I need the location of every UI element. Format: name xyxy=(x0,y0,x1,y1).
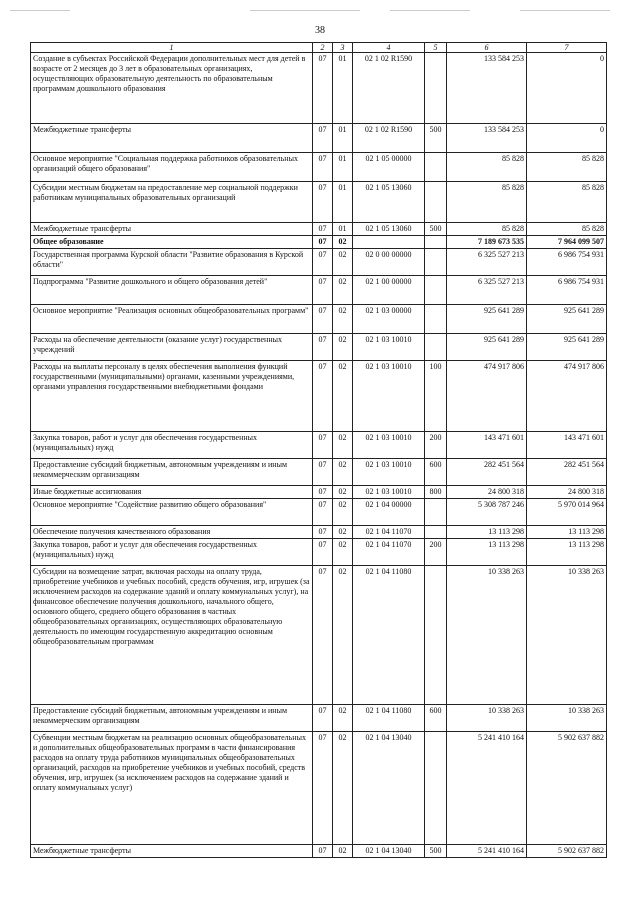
target-article-cell: 02 1 03 00000 xyxy=(353,305,425,334)
amount-year1-cell: 10 338 263 xyxy=(447,566,527,705)
table-row xyxy=(31,182,607,223)
target-article-cell: 02 1 02 R1590 xyxy=(353,53,425,124)
subsection-code-cell: 02 xyxy=(333,236,353,249)
expense-type-cell xyxy=(425,732,447,845)
section-code-cell: 07 xyxy=(313,705,333,732)
section-code-cell: 07 xyxy=(313,526,333,539)
expense-type-cell xyxy=(425,153,447,182)
table-row xyxy=(31,53,607,124)
target-article-cell: 02 1 04 13040 xyxy=(353,732,425,845)
amount-year2-cell: 5 970 014 964 xyxy=(527,499,607,526)
section-code-cell: 07 xyxy=(313,486,333,499)
section-code-cell: 07 xyxy=(313,153,333,182)
subsection-code-cell: 02 xyxy=(333,361,353,432)
table-row xyxy=(31,539,607,566)
item-name-cell: Предоставление субсидий бюджетным, автономным учреждениям и иным некоммерческим организациям xyxy=(31,705,313,732)
item-name-cell: Основное мероприятие "Реализация основных общеобразовательных программ" xyxy=(31,305,313,334)
table-row xyxy=(31,334,607,361)
section-code-cell: 07 xyxy=(313,845,333,858)
amount-year1-cell: 925 641 289 xyxy=(447,305,527,334)
expense-type-cell: 800 xyxy=(425,486,447,499)
amount-year1-cell: 474 917 806 xyxy=(447,361,527,432)
expense-type-cell: 100 xyxy=(425,361,447,432)
section-code-cell: 07 xyxy=(313,53,333,124)
subsection-code-cell: 02 xyxy=(333,459,353,486)
expense-type-cell: 500 xyxy=(425,845,447,858)
item-name-cell: Субвенции местным бюджетам на реализацию основных общеобразовательных и дополнительных общеобразовательных программ в части финансирования расходов на оплату труда работников муниципальных общеобразовательных организаций, расходов на приобретение учебников и учебных пособий, средств обучения, игр, игрушек (за исключением расходов на содержание зданий и оплату коммунальных услуг) xyxy=(31,732,313,845)
section-code-cell: 07 xyxy=(313,124,333,153)
table-row xyxy=(31,732,607,845)
budget-table xyxy=(30,42,607,858)
expense-type-cell xyxy=(425,566,447,705)
header-col-5: 5 xyxy=(425,43,447,53)
amount-year2-cell: 85 828 xyxy=(527,223,607,236)
item-name-cell: Межбюджетные трансферты xyxy=(31,845,313,858)
item-name-cell: Обеспечение получения качественного образования xyxy=(31,526,313,539)
table-row xyxy=(31,705,607,732)
amount-year2-cell: 282 451 564 xyxy=(527,459,607,486)
amount-year2-cell: 24 800 318 xyxy=(527,486,607,499)
target-article-cell: 02 1 03 10010 xyxy=(353,432,425,459)
table-row xyxy=(31,305,607,334)
table-row xyxy=(31,153,607,182)
subsection-code-cell: 02 xyxy=(333,732,353,845)
amount-year2-cell: 13 113 298 xyxy=(527,526,607,539)
item-name-cell: Межбюджетные трансферты xyxy=(31,223,313,236)
target-article-cell: 02 1 04 00000 xyxy=(353,499,425,526)
section-code-cell: 07 xyxy=(313,236,333,249)
item-name-cell: Иные бюджетные ассигнования xyxy=(31,486,313,499)
target-article-cell: 02 1 05 00000 xyxy=(353,153,425,182)
amount-year2-cell: 0 xyxy=(527,53,607,124)
target-article-cell: 02 1 00 00000 xyxy=(353,276,425,305)
expense-type-cell xyxy=(425,305,447,334)
amount-year1-cell: 5 241 410 164 xyxy=(447,845,527,858)
item-name-cell: Субсидии местным бюджетам на предоставление мер социальной поддержки работникам муниципальных образовательных организаций xyxy=(31,182,313,223)
item-name-cell: Субсидии на возмещение затрат, включая расходы на оплату труда, приобретение учебников и учебных пособий, средств обучения, игр, игрушек (за исключением расходов на содержание зданий и оплату коммунальных услуг), на финансовое обеспечение получения дошкольного, начального общего, основного общего, среднего общего образования в частных общеобразовательных организациях, осуществляющих образовательную деятельность по имеющим государственную аккредитацию основным общеобразовательным программам xyxy=(31,566,313,705)
target-article-cell: 02 1 04 11070 xyxy=(353,526,425,539)
amount-year2-cell: 85 828 xyxy=(527,153,607,182)
item-name-cell: Закупка товаров, работ и услуг для обеспечения государственных (муниципальных) нужд xyxy=(31,432,313,459)
amount-year2-cell: 7 964 099 507 xyxy=(527,236,607,249)
section-code-cell: 07 xyxy=(313,276,333,305)
header-col-2: 2 xyxy=(313,43,333,53)
subsection-code-cell: 02 xyxy=(333,526,353,539)
target-article-cell: 02 1 04 11080 xyxy=(353,566,425,705)
expense-type-cell xyxy=(425,499,447,526)
header-col-7: 7 xyxy=(527,43,607,53)
item-name-cell: Закупка товаров, работ и услуг для обеспечения государственных (муниципальных) нужд xyxy=(31,539,313,566)
amount-year2-cell: 85 828 xyxy=(527,182,607,223)
expense-type-cell xyxy=(425,276,447,305)
subsection-code-cell: 01 xyxy=(333,153,353,182)
section-code-cell: 07 xyxy=(313,182,333,223)
item-name-cell: Общее образование xyxy=(31,236,313,249)
expense-type-cell: 200 xyxy=(425,539,447,566)
subsection-code-cell: 01 xyxy=(333,53,353,124)
amount-year2-cell: 925 641 289 xyxy=(527,334,607,361)
subsection-code-cell: 02 xyxy=(333,845,353,858)
target-article-cell: 02 1 03 10010 xyxy=(353,459,425,486)
amount-year1-cell: 143 471 601 xyxy=(447,432,527,459)
section-code-cell: 07 xyxy=(313,499,333,526)
amount-year2-cell: 5 902 637 882 xyxy=(527,732,607,845)
table-row xyxy=(31,845,607,858)
amount-year1-cell: 85 828 xyxy=(447,153,527,182)
amount-year2-cell: 143 471 601 xyxy=(527,432,607,459)
item-name-cell: Основное мероприятие "Содействие развитию общего образования" xyxy=(31,499,313,526)
table-row xyxy=(31,566,607,705)
expense-type-cell: 600 xyxy=(425,705,447,732)
amount-year2-cell: 925 641 289 xyxy=(527,305,607,334)
scan-top-marks xyxy=(0,10,640,18)
amount-year2-cell: 6 986 754 931 xyxy=(527,276,607,305)
section-code-cell: 07 xyxy=(313,539,333,566)
target-article-cell: 02 1 05 13060 xyxy=(353,223,425,236)
subsection-code-cell: 02 xyxy=(333,305,353,334)
amount-year1-cell: 5 241 410 164 xyxy=(447,732,527,845)
amount-year1-cell: 133 584 253 xyxy=(447,124,527,153)
section-code-cell: 07 xyxy=(313,223,333,236)
amount-year1-cell: 6 325 527 213 xyxy=(447,249,527,276)
table-row xyxy=(31,249,607,276)
amount-year2-cell: 5 902 637 882 xyxy=(527,845,607,858)
page-number: 38 xyxy=(315,25,325,36)
expense-type-cell xyxy=(425,526,447,539)
expense-type-cell: 200 xyxy=(425,432,447,459)
amount-year2-cell: 0 xyxy=(527,124,607,153)
expense-type-cell: 500 xyxy=(425,223,447,236)
table-row xyxy=(31,361,607,432)
subsection-code-cell: 01 xyxy=(333,182,353,223)
table-row xyxy=(31,526,607,539)
amount-year1-cell: 7 189 673 535 xyxy=(447,236,527,249)
header-col-6: 6 xyxy=(447,43,527,53)
table-header-row xyxy=(31,43,607,53)
amount-year2-cell: 10 338 263 xyxy=(527,705,607,732)
subsection-code-cell: 01 xyxy=(333,124,353,153)
amount-year2-cell: 6 986 754 931 xyxy=(527,249,607,276)
table-row xyxy=(31,499,607,526)
subsection-code-cell: 02 xyxy=(333,499,353,526)
expense-type-cell xyxy=(425,334,447,361)
section-code-cell: 07 xyxy=(313,432,333,459)
header-col-4: 4 xyxy=(353,43,425,53)
table-row xyxy=(31,276,607,305)
section-code-cell: 07 xyxy=(313,305,333,334)
expense-type-cell xyxy=(425,53,447,124)
item-name-cell: Основное мероприятие "Социальная поддержка работников образовательных организаций общего образования" xyxy=(31,153,313,182)
table-body xyxy=(31,53,607,858)
target-article-cell: 02 1 03 10010 xyxy=(353,334,425,361)
item-name-cell: Государственная программа Курской области "Развитие образования в Курской области" xyxy=(31,249,313,276)
table-row xyxy=(31,223,607,236)
expense-type-cell xyxy=(425,182,447,223)
amount-year2-cell: 474 917 806 xyxy=(527,361,607,432)
target-article-cell xyxy=(353,236,425,249)
amount-year1-cell: 24 800 318 xyxy=(447,486,527,499)
target-article-cell: 02 1 04 13040 xyxy=(353,845,425,858)
section-code-cell: 07 xyxy=(313,566,333,705)
subsection-code-cell: 02 xyxy=(333,539,353,566)
item-name-cell: Расходы на обеспечение деятельности (оказание услуг) государственных учреждений xyxy=(31,334,313,361)
amount-year1-cell: 10 338 263 xyxy=(447,705,527,732)
item-name-cell: Создание в субъектах Российской Федерации дополнительных мест для детей в возрасте от 2 месяцев до 3 лет в образовательных организациях, осуществляющих образовательную деятельность по образовательным программам дошкольного образования xyxy=(31,53,313,124)
amount-year1-cell: 282 451 564 xyxy=(447,459,527,486)
amount-year2-cell: 10 338 263 xyxy=(527,566,607,705)
subsection-code-cell: 02 xyxy=(333,334,353,361)
subsection-code-cell: 02 xyxy=(333,249,353,276)
target-article-cell: 02 1 05 13060 xyxy=(353,182,425,223)
section-code-cell: 07 xyxy=(313,732,333,845)
target-article-cell: 02 1 03 10010 xyxy=(353,486,425,499)
amount-year1-cell: 13 113 298 xyxy=(447,539,527,566)
expense-type-cell: 500 xyxy=(425,124,447,153)
section-code-cell: 07 xyxy=(313,459,333,486)
table-row xyxy=(31,459,607,486)
table-row xyxy=(31,124,607,153)
target-article-cell: 02 1 02 R1590 xyxy=(353,124,425,153)
target-article-cell: 02 1 04 11080 xyxy=(353,705,425,732)
subsection-code-cell: 02 xyxy=(333,566,353,705)
expense-type-cell: 600 xyxy=(425,459,447,486)
expense-type-cell xyxy=(425,236,447,249)
item-name-cell: Подпрограмма "Развитие дошкольного и общего образования детей" xyxy=(31,276,313,305)
section-code-cell: 07 xyxy=(313,334,333,361)
subsection-code-cell: 02 xyxy=(333,276,353,305)
amount-year1-cell: 6 325 527 213 xyxy=(447,276,527,305)
amount-year1-cell: 133 584 253 xyxy=(447,53,527,124)
section-code-cell: 07 xyxy=(313,249,333,276)
amount-year1-cell: 925 641 289 xyxy=(447,334,527,361)
subsection-code-cell: 02 xyxy=(333,486,353,499)
amount-year1-cell: 85 828 xyxy=(447,182,527,223)
expense-type-cell xyxy=(425,249,447,276)
table-row xyxy=(31,486,607,499)
amount-year1-cell: 85 828 xyxy=(447,223,527,236)
subsection-code-cell: 02 xyxy=(333,432,353,459)
table-row xyxy=(31,432,607,459)
header-col-1: 1 xyxy=(31,43,313,53)
item-name-cell: Межбюджетные трансферты xyxy=(31,124,313,153)
item-name-cell: Предоставление субсидий бюджетным, автономным учреждениям и иным некоммерческим организациям xyxy=(31,459,313,486)
subsection-code-cell: 02 xyxy=(333,705,353,732)
subsection-code-cell: 01 xyxy=(333,223,353,236)
target-article-cell: 02 0 00 00000 xyxy=(353,249,425,276)
amount-year1-cell: 5 308 787 246 xyxy=(447,499,527,526)
section-code-cell: 07 xyxy=(313,361,333,432)
header-col-3: 3 xyxy=(333,43,353,53)
target-article-cell: 02 1 03 10010 xyxy=(353,361,425,432)
target-article-cell: 02 1 04 11070 xyxy=(353,539,425,566)
amount-year2-cell: 13 113 298 xyxy=(527,539,607,566)
item-name-cell: Расходы на выплаты персоналу в целях обеспечения выполнения функций государственными (муниципальными) органами, казенными учреждениями, органами управления государственными внебюджетными фондами xyxy=(31,361,313,432)
table-row xyxy=(31,236,607,249)
amount-year1-cell: 13 113 298 xyxy=(447,526,527,539)
